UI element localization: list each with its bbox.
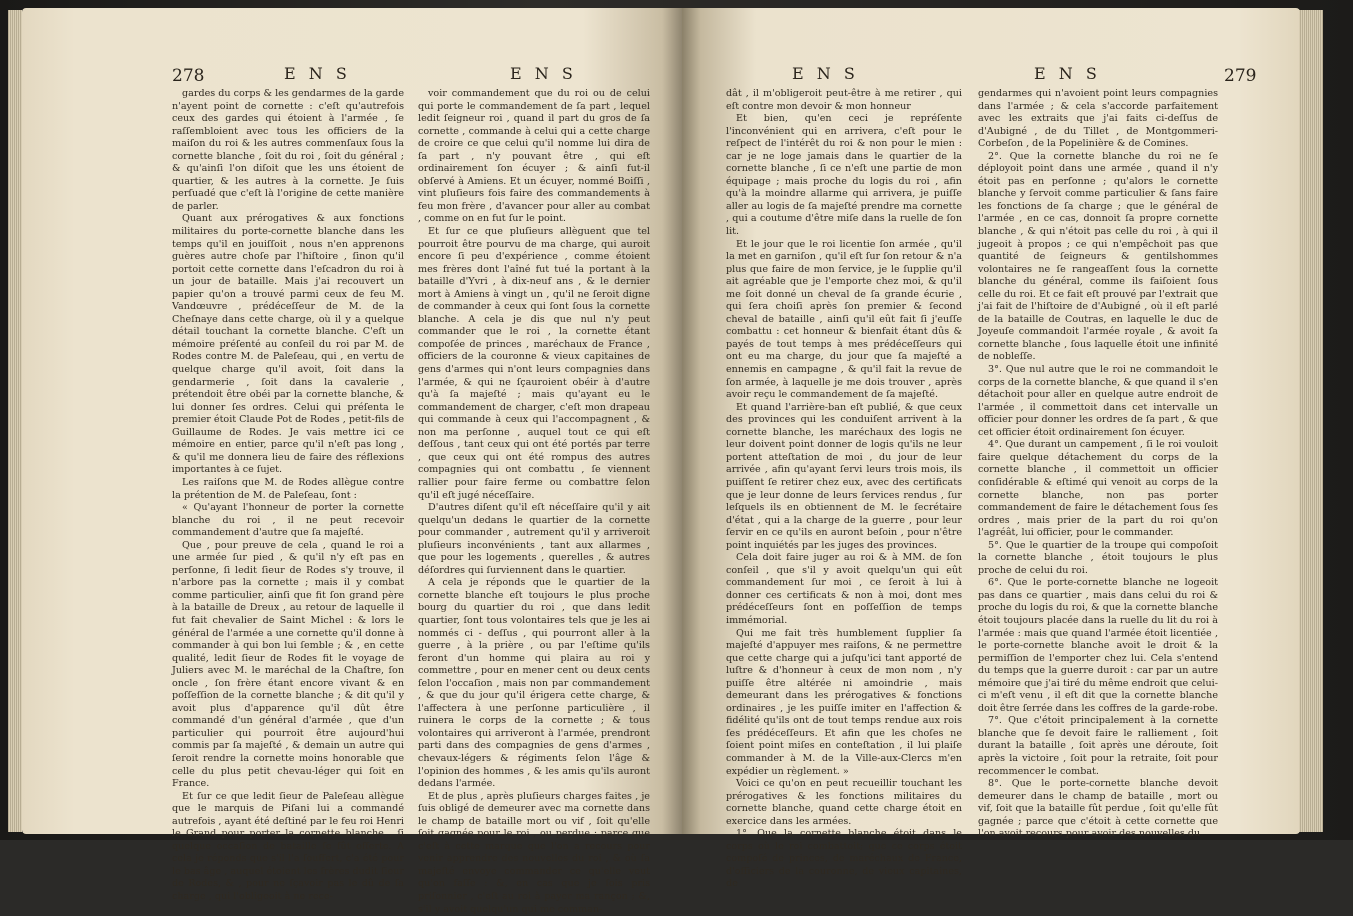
paragraph: 8°. Que le porte-cornette blanche devoit demeurer dans le champ de bataille , mort ou vif, ſoit que la bataille fût perdue , ſoit qu'elle fût gagnée ; parce que c'étoit à cette cornette que l'on avoit recours pour avoir des nouvelles du xyxy=(978,778,1218,840)
paragraph: dât , il m'obligeroit peut-être à me retirer , qui eſt contre mon devoir & mon honneur xyxy=(726,88,962,112)
paragraph: voir commandement que du roi ou de celui qui porte le commandement de ſa part , lequel ledit ſeigneur roi , quand il part du gros de ſa cornette , commande à celui qui a cette charge de croire ce que celui qu'il nomme lui dira de ſa part , n'y pouvant être , qui eſt ordinairement ſon écuyer ; & ainſi fut-il obſervé à Amiens. Et un écuyer, nommé Boiſſi , vint pluſieurs fois faire des commandements à feu mon frère , d'avancer pour aller au combat , comme on en fut ſur le point. xyxy=(418,88,650,225)
paragraph: D'autres diſent qu'il eſt néceſſaire qu'il y ait quelqu'un dedans le quartier de la cornette pour commander , autrement qu'il y arriveroit pluſieurs inconvénients , tant aux allarmes , que pour les logements , querelles , & autres déſordres qui ſurviennent dans le quartier. xyxy=(418,502,650,576)
paragraph: 7°. Que c'étoit principalement à la cornette blanche que ſe devoit faire le ralliement , ſoit durant la bataille , ſoit après une déroute, ſoit après la victoire , ſoit pour la retraite, ſoit pour recommencer le combat. xyxy=(978,715,1218,777)
paragraph: 2°. Que la cornette blanche du roi ne ſe déployoit point dans une armée , quand il n'y étoit pas en perſonne ; qu'alors le cornette blanche y ſervoit comme particulier & ſans faire les fonctions de ſa charge ; que le général de l'armée , en ce cas, donnoit ſa propre cornette blanche , & qui n'étoit pas celle du roi , à qui il jugeoit à propos ; ce qui n'empêchoit pas que quantité de ſeigneurs & gentilshommes volontaires ne ſe rangeaſſent ſous la cornette blanche du général, comme ils faiſoient ſous celle du roi. Et ce fait eſt prouvé par l'extrait que j'ai fait de l'hiſtoire de d'Aubigné , où il eſt parlé de la bataille de Coutras, en laquelle le duc de Joyeuſe commandoit l'armée royale , & avoit ſa cornette blanche , ſous laquelle étoit une infinité de nobleſſe. xyxy=(978,150,1218,363)
paragraph: A cela je réponds que le quartier de la cornette blanche eſt toujours le plus proche bourg du quartier du roi , que dans ledit quartier, ſont tous volontaires tels que je les ai nommés ci - deſſus , qui pourront aller à la guerre , à la prière , ou par l'eſtime qu'ils feront d'un homme qui plaira au roi y commettre , pour en mener cent ou deux cents ſelon l'occaſion , mais non par commandement , & que du jour qu'il érigera cette charge, & l'affectera à une perſonne particulière , il ruinera le corps de la cornette ; & tous volontaires qui arriveront à l'armée, prendront parti dans des compagnies de gens d'armes , chevaux-légers & régiments ſelon l'âge & l'opinion des hommes , & les amis qu'ils auront dedans l'armée. xyxy=(418,577,650,790)
page-number-left: 278 xyxy=(172,66,205,86)
paragraph: Et quand l'arrière-ban eſt publié, & que ceux des provinces qui les conduiſent arrivent à la cornette blanche, les maréchaux des logis ne leur doivent point donner de logis qu'ils ne leur portent atteſtation de moi , du jour de leur arrivée , afin qu'ayant ſervi leurs trois mois, ils puiſſent ſe retirer chez eux, avec des certificats que je leur donne de leurs ſervices rendus , ſur leſquels ils en obtiennent de M. le ſecrétaire d'état , qui a la charge de la guerre , pour leur ſervir en ce qu'ils en auront beſoin , pour n'être point inquiétés par les juges des provinces. xyxy=(726,401,962,551)
right-page xyxy=(682,8,1300,890)
running-head-right-col1: E N S xyxy=(792,64,859,83)
page-edges-left xyxy=(8,10,22,832)
left-page xyxy=(22,8,682,915)
paragraph: 3°. Que nul autre que le roi ne commandoit le corps de la cornette blanche, & que quand il s'en détachoit pour aller en quelque autre endroit de l'armée , il commettoit dans cet intervalle un officier pour donner les ordres de ſa part , & que cet officier étoit ordinairement ſon écuyer. xyxy=(978,364,1218,438)
right-page-column-1 xyxy=(726,88,962,890)
page-edges-right xyxy=(1299,10,1323,832)
paragraph: Et bien, qu'en ceci je repréſente l'inconvénient qui en arrivera, c'eſt pour le reſpect de l'intérêt du roi & non pour le mien : car je ne loge jamais dans le quartier de la cornette blanche , ſi ce n'eſt une partie de mon équipage ; mais proche du logis du roi , afin qu'à la moindre allarme qui arrivera, je puiſſe aller au logis de ſa majeſté prendre ma cornette , qui a coutume d'être miſe dans la ruelle de ſon lit. xyxy=(726,113,962,238)
paragraph: Et ſur ce que ledit ſieur de Paleſeau allègue que le marquis de Piſani lui a commandé autrefois , ayant été deſtiné par le feu roi Henri le Grand pour porter la cornette blanche , ſi quelque occaſion de bataille ſe fût offerte. A cela je réponds que s'il l'a ſouffert, c'a été pour le bas âge , auquel étoient les frères dudit ſieur de Rodes, & , pour ne ſçavoir pas le dû de ſa charge , qui l'obligeoit à ne rece- xyxy=(172,790,404,902)
running-head-left-col1: E N S xyxy=(284,64,351,83)
paragraph: 6°. Que le porte-cornette blanche ne logeoit pas dans ce quartier , mais dans celui du roi & proche du logis du roi, & que la cornette blanche étoit toujours placée dans la ruelle du lit du roi à l'armée : mais que quand l'armée étoit licentiée , le porte-cornette blanche avoit le droit & la permiſſion de l'emporter chez lui. Cela s'entend du temps que la guerre duroit : car par un autre mémoire que j'ai tiré du même endroit que celui-ci m'eſt venu , il eſt dit que la cornette blanche doit être ſerrée dans les coffres de la garde-robe. xyxy=(978,577,1218,714)
right-page-column-2 xyxy=(978,88,1218,840)
paragraph: Quant aux prérogatives & aux fonctions militaires du porte-cornette blanche dans les temps qu'il en jouiſſoit , nous n'en apprenons guères autre choſe par l'hiſtoire , ſinon qu'il portoit cette cornette dans l'eſcadron du roi à un jour de bataille. Mais j'ai recouvert un papier qu'on a trouvé parmi ceux de feu M. Vandœuvre , prédéceſſeur de M. de la Cheſnaye dans cette charge, où il y a quelque détail touchant la cornette blanche. C'eſt un mémoire préſenté au conſeil du roi par M. de Rodes contre M. de Paleſeau, qui , en vertu de quelque charge qu'il avoit, ſoit dans la gendarmerie , ſoit dans la cavalerie , prétendoit être obéi par la cornette blanche, & lui donner ſes ordres. Celui qui préſenta le premier étoit Claude Pot de Rodes , petit-fils de Guillaume de Rodes. Je vais mettre ici ce mémoire en entier, parce qu'il n'eſt pas long , & qu'il me donnera lieu de faire des réflexions importantes à ce ſujet. xyxy=(172,213,404,476)
paragraph: gendarmes qui n'avoient point leurs compagnies dans l'armée ; & cela s'accorde parfaitement avec les extraits que j'ai faits ci-deſſus de d'Aubigné , de du Tillet , de Montgommeri-Corbeſon , de la Popelinière & de Comines. xyxy=(978,88,1218,150)
paragraph: Et ſur ce que pluſieurs allèguent que tel pourroit être pourvu de ma charge, qui auroit encore ſi peu d'expérience , comme étoient mes frères dont l'aîné fut tué la portant à la bataille d'Yvri , à dix-neuf ans , & le dernier mort à Amiens à vingt un , qu'il ne ſeroit digne de commander à ceux qui ſont ſous la cornette blanche. A cela je dis que nul n'y peut commander que le roi , la cornette étant compoſée de princes , maréchaux de France , officiers de la couronne & vieux capitaines de gens d'armes qui n'ont leurs compagnies dans l'armée, & qui ne ſçauroient obéir à d'autre qu'à ſa majeſté ; mais qu'ayant eu le commandement de charger, c'eſt mon drapeau qui commande à ceux qui l'accompagnent , & non ma perſonne , auquel tout ce qui eſt deſſous , tant ceux qui ont été portés par terre , que ceux qui ont été rompus des autres compagnies qui ont combattu , ſe viennent rallier pour faire ferme ou combattre ſelon qu'il eſt jugé néceſſaire. xyxy=(418,226,650,501)
paragraph: Cela doit faire juger au roi & à MM. de ſon conſeil , que s'il y avoit quelqu'un qui eût commandement ſur moi , ce ſeroit à lui à donner ces certificats & non à moi, dont mes prédéceſſeurs ſont en poſſeſſion de temps immémorial. xyxy=(726,552,962,626)
paragraph: Qui me fait très humblement ſupplier ſa majeſté d'appuyer mes raiſons, & ne permettre que cette charge qui a juſqu'ici tant apporté de luſtre & d'honneur à ceux de mon nom , n'y puiſſe être altérée ni amoindrie , mais demeurant dans les prérogatives & fonctions ordinaires , je les puiſſe imiter en l'affection & fidélité qu'ils ont de tout temps rendue aux rois ſes prédéceſſeurs. Et afin que les choſes ne ſoient point miſes en conteſtation , il lui plaiſe commander à M. de la Ville-aux-Clercs m'en expédier un règlement. » xyxy=(726,627,962,777)
paragraph: 5°. Que le quartier de la troupe qui compoſoit la cornette blanche , étoit toujours le plus proche de celui du roi. xyxy=(978,539,1218,576)
paragraph: Et de plus , après pluſieurs charges faites , je ſuis obligé de demeurer avec ma cornette dans le champ de bataille mort ou vif , ſoit qu'elle ſoit gagnée pour le roi , ou perdue ; parce que c'eſt à cette marque que l'on a recours pour venir apprendre des nouvelles du roi , & où ſa majeſté envoye commander ce qu'elle veut qu'on faſſe : &, en cas que je ſois pris priſonnier , c'eſt au roi à payer ma rançon ; &, s'il y avoit quelqu'un qui me comman- xyxy=(418,790,650,915)
running-head-right-col2: E N S xyxy=(1034,64,1101,83)
paragraph: gardes du corps & les gendarmes de la garde n'ayent point de cornette : c'eſt qu'autrefois ceux des gardes qui étoient à l'armée , ſe raſſembloient avec tous les officiers de la maiſon du roi & les autres commenſaux ſous la cornette blanche , ſoit du roi , ſoit du général ; & qu'ainſi l'on diſoit que les uns étoient de quartier, & les autres à la cornette. Je ſuis perſuadé que c'eſt là l'origine de cette manière de parler. xyxy=(172,88,404,212)
paragraph: Les raiſons que M. de Rodes allègue contre la prétention de M. de Paleſeau, ſont : xyxy=(172,476,404,501)
paragraph: Et le jour que le roi licentie ſon armée , qu'il la met en garniſon , qu'il eſt ſur ſon retour & n'a plus que faire de mon ſervice, je le ſupplie qu'il ait agréable que je l'emporte chez moi, & qu'il me ſoit donné un cheval de ſa grande écurie , qui ſera choiſi après ſon premier & ſecond cheval de bataille , ainſi qu'il eût fait ſi j'euſſe combattu : cet honneur & bienfait étant dûs & payés de tout temps à mes prédéceſſeurs qui ont eu ma charge, du jour que ſa majeſté a ennemis en campagne , & qu'il fait la revue de ſon armée, à laquelle je me dois trouver , après avoir reçu le commandement de ſa majeſté. xyxy=(726,238,962,401)
paragraph: 4°. Que durant un campement , ſi le roi vouloit faire quelque détachement du corps de la cornette blanche , il commettoit un officier conſidérable & eſtimé qui venoit au corps de la cornette blanche, non pas porter commandement de faire le détachement ſous ſes ordres , mais prier de la part du roi qu'on l'agréât, lui officier, pour le commander. xyxy=(978,439,1218,539)
paragraph: Que , pour preuve de cela , quand le roi a une armée ſur pied , & qu'il n'y eſt pas en perſonne, ſi ledit ſieur de Rodes s'y trouve, il n'arbore pas la cornette ; mais il y combat comme particulier, ainſi que fit ſon grand père à la bataille de Dreux , au retour de laquelle il fut fait chevalier de Saint Michel : & lors le général de l'armée a une cornette qu'il donne à commander à qui bon lui ſemble ; & , en cette qualité, ledit ſieur de Rodes fit le voyage de Juliers avec M. le maréchal de la Chaſtre, ſon oncle , ſon frère étant encore vivant & en poſſeſſion de la cornette blanche ; & dit qu'il y avoit plus d'apparence qu'il dût être commandé d'un général d'armée , que d'un particulier qui pourroit être aujourd'hui commis par ſa majeſté , & demain un autre qui ſeroit rendre la cornette moins honorable que celle du plus petit chevau-léger qui ſoit en France. xyxy=(172,539,404,790)
paragraph: 1°. Que la cornette blanche étoit dans le corps où le roi combattoit; que ce corps étoit compoſé de princes, de maréchaux de France, d'officiers de la couronne, de vieux capitaines, de xyxy=(726,828,962,890)
page-number-right: 279 xyxy=(1224,66,1257,86)
paragraph: « Qu'ayant l'honneur de porter la cornette blanche du roi , il ne peut recevoir commandement d'autre que ſa majeſté. xyxy=(172,502,404,539)
left-page-column-2 xyxy=(418,88,650,915)
paragraph: Voici ce qu'on en peut recueillir touchant les prérogatives & les fonctions militaires du cornette blanche, quand cette charge étoit en exercice dans les armées. xyxy=(726,778,962,827)
left-page-column-1 xyxy=(172,88,404,902)
running-head-left-col2: E N S xyxy=(510,64,577,83)
